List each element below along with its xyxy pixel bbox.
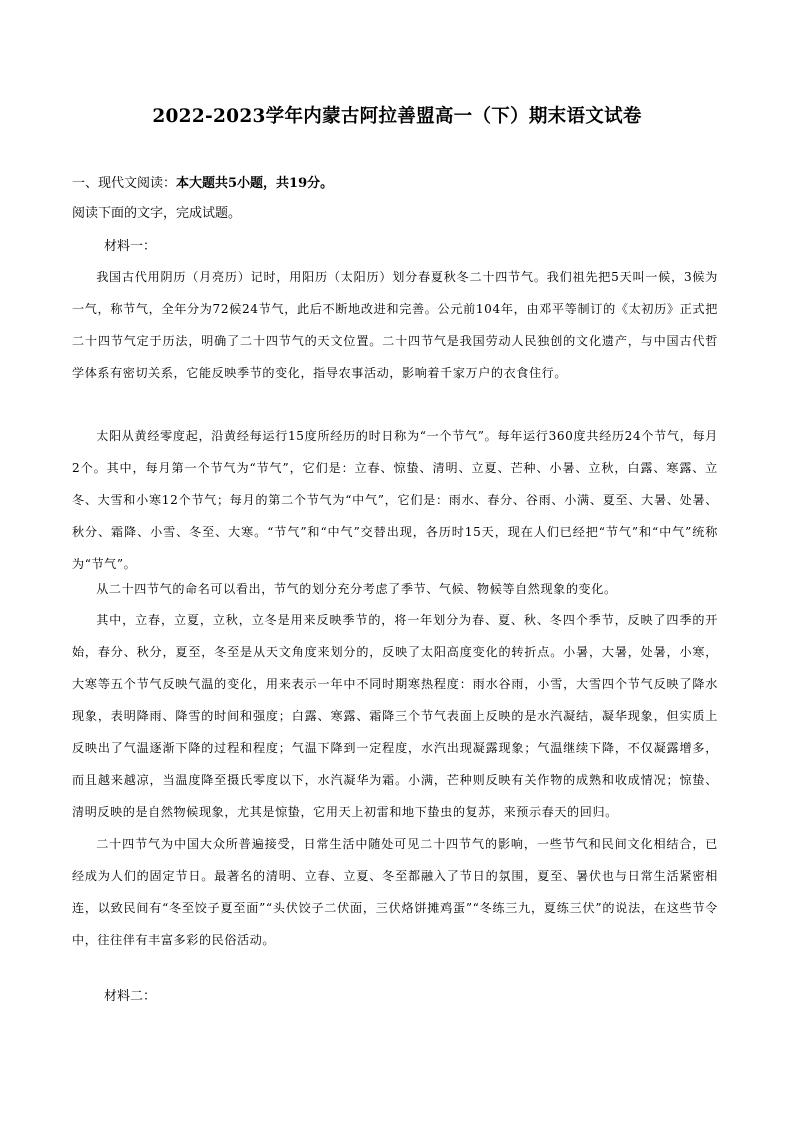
section-heading: [72, 173, 732, 195]
paragraph: 我国古代用阴历（月亮历）记时，用阳历（太阳历）划分春夏秋冬二十四节气。我们祖先把5天叫一候，3候为一气，称节气，全年分为72候24节气，此后不断地改进和完善。公元前104年，由邓平等制订的《太初历》正式把二十四节气定于历法，明确了二十四节气的天文位置。二十四节气是我国劳动人民独创的文化遗产，与中国古代哲学体系有密切关系，它能反映季节的变化，指导农事活动，影响着千家万户的衣食住行。: [72, 270, 718, 380]
section-prefix: 一、现代文阅读：: [72, 176, 177, 191]
exam-title: 2022-2023学年内蒙古阿拉善盟高一（下）期末语文试卷: [152, 106, 642, 127]
paragraph: 从二十四节气的命名可以看出，节气的划分充分考虑了季节、气候、物候等自然现象的变化。: [96, 582, 617, 596]
material-two-label: 材料二：: [104, 989, 157, 1004]
paragraph: 二十四节气为中国大众所普遍接受，日常生活中随处可见二十四节气的影响，一些节气和民间文化相结合，已经成为人们的固定节日。最著名的清明、立春、立夏、冬至都融入了节日的氛围，夏至、暑伏也与日常生活紧密相连，以致民间有“冬至饺子夏至面”“头伏饺子二伏面，三伏烙饼摊鸡蛋”“冬练三九，夏练三伏”的说法，在这些节令中，往往伴有丰富多彩的民俗活动。: [72, 837, 718, 947]
section-score-info: 本大题共5小题，共19分。: [176, 176, 334, 191]
paragraph: 太阳从黄经零度起，沿黄经每运行15度所经历的时日称为“一个节气”。每年运行360度共经历24个节气，每月2个。其中，每月第一个节气为“节气”，它们是：立春、惊蛰、清明、立夏、芒种、小暑、立秋，白露、寒露、立冬、大雪和小寒12个节气；每月的第二个节气为“中气”，它们是：雨水、春分、谷雨、小满、夏至、大暑、处暑、秋分、霜降、小雪、冬至、大寒。“节气”和“中气”交替出现，各历时15天，现在人们已经把“节气”和“中气”统称为“节气”。: [72, 429, 718, 571]
paragraph: 其中，立春，立夏，立秋，立冬是用来反映季节的，将一年划分为春、夏、秋、冬四个季节，反映了四季的开始，春分、秋分，夏至，冬至是从天文角度来划分的，反映了太阳高度变化的转折点。小暑，大暑，处暑，小寒，大寒等五个节气反映气温的变化，用来表示一年中不同时期寒热程度：雨水谷雨，小雪，大雪四个节气反映了降水现象，表明降雨、降雪的时间和强度；白露、寒露、霜降三个节气表面上反映的是水汽凝结，凝华现象，但实质上反映出了气温逐渐下降的过程和程度；气温下降到一定程度，水汽出现凝露现象；气温继续下降，不仅凝露增多，而且越来越凉，当温度降至摄氏零度以下，水汽凝华为霜。小满，芒种则反映有关作物的成熟和收成情况；惊蛰、清明反映的是自然物候现象，尤其是惊蛰，它用天上初雷和地下蛰虫的复苏，来预示春天的回归。: [72, 613, 718, 819]
material-one-label: 材料一：: [104, 239, 157, 254]
reading-instruction: 阅读下面的文字，完成试题。: [72, 206, 242, 221]
